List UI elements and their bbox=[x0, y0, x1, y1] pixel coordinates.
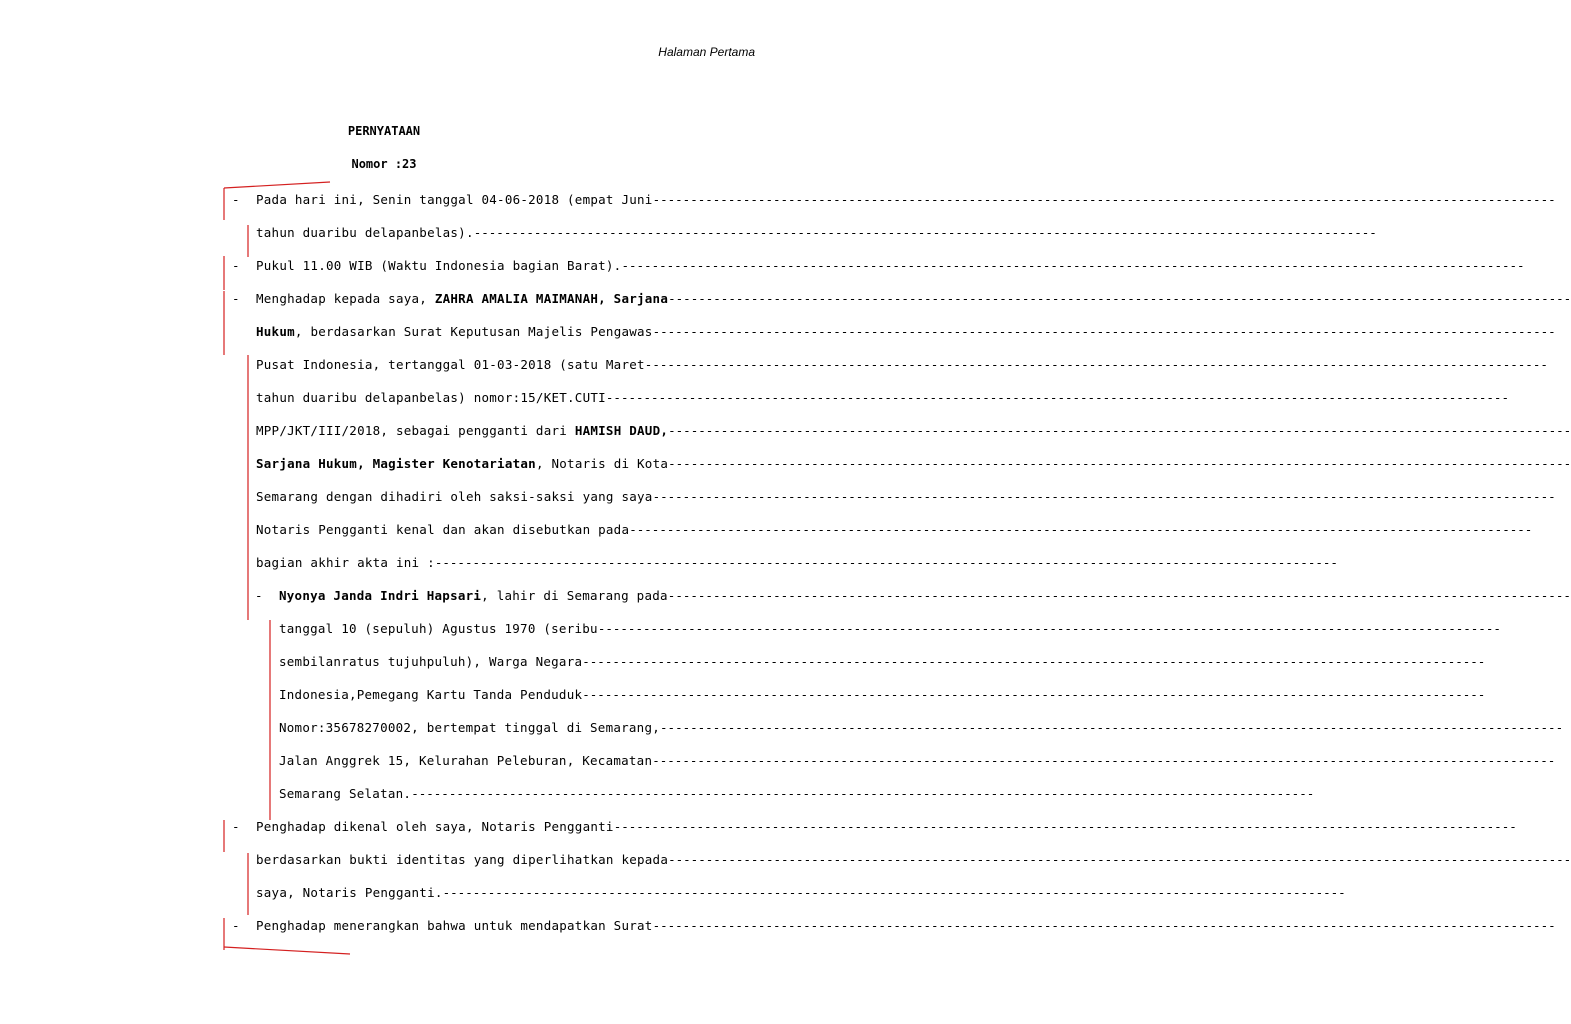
dash-filler: ------------------------------------------------------------------------------------------------------------------------ bbox=[629, 522, 1533, 537]
document-line bbox=[256, 322, 1556, 342]
text-run: Pusat Indonesia, tertanggal 01-03-2018 (satu Maret bbox=[256, 357, 645, 372]
document-line bbox=[256, 850, 1571, 870]
text-run: Penghadap dikenal oleh saya, Notaris Pengganti bbox=[256, 819, 614, 834]
text-run: Jalan Anggrek 15, Kelurahan Peleburan, Kecamatan bbox=[279, 753, 653, 768]
text-run: Semarang Selatan. bbox=[279, 786, 412, 801]
document-line bbox=[256, 916, 1556, 936]
document-line bbox=[256, 421, 1571, 441]
text-run: Nomor:35678270002, bertempat tinggal di Semarang, bbox=[279, 720, 661, 735]
text-run: , lahir di Semarang pada bbox=[481, 588, 668, 603]
dash-filler: ------------------------------------------------------------------------------------------------------------------------ bbox=[652, 192, 1556, 207]
document-line bbox=[256, 223, 1377, 243]
page-header: Halaman Pertama bbox=[658, 45, 755, 59]
text-run: Pada hari ini, Senin tanggal 04-06-2018 (empat Juni bbox=[256, 192, 653, 207]
dash-filler: ------------------------------------------------------------------------------------------------------------------------ bbox=[668, 291, 1571, 306]
text-run: tahun duaribu delapanbelas). bbox=[256, 225, 474, 240]
text-run: tanggal 10 (sepuluh) Agustus 1970 (seribu bbox=[279, 621, 598, 636]
text-run: Notaris Pengganti kenal dan akan disebutkan pada bbox=[256, 522, 630, 537]
dash-filler: ------------------------------------------------------------------------------------------------------------------------ bbox=[667, 588, 1571, 603]
dash-filler: ------------------------------------------------------------------------------------------------------------------------ bbox=[411, 786, 1315, 801]
dash-filler: ------------------------------------------------------------------------------------------------------------------------ bbox=[582, 654, 1486, 669]
bold-text: Hukum bbox=[256, 324, 295, 339]
dash-filler: ------------------------------------------------------------------------------------------------------------------------ bbox=[442, 885, 1346, 900]
document-line bbox=[256, 355, 1548, 375]
dash-filler: ------------------------------------------------------------------------------------------------------------------------ bbox=[668, 456, 1571, 471]
line-text bbox=[279, 751, 652, 771]
dash-filler: ------------------------------------------------------------------------------------------------------------------------ bbox=[652, 753, 1556, 768]
document-line bbox=[256, 388, 1509, 408]
document-line bbox=[279, 751, 1556, 771]
document-line bbox=[256, 289, 1571, 309]
line-text bbox=[256, 355, 645, 375]
document-line bbox=[256, 256, 1525, 276]
document-line bbox=[279, 586, 1571, 606]
annotation-marks bbox=[0, 0, 768, 1024]
line-text bbox=[256, 454, 668, 474]
line-text bbox=[279, 685, 582, 705]
text-run: bagian akhir akta ini : bbox=[256, 555, 435, 570]
document-line bbox=[256, 487, 1556, 507]
dash-filler: ------------------------------------------------------------------------------------------------------------------------ bbox=[668, 852, 1571, 867]
line-text bbox=[279, 652, 582, 672]
bullet-dash: - bbox=[232, 819, 240, 834]
dash-filler: ------------------------------------------------------------------------------------------------------------------------ bbox=[613, 819, 1517, 834]
text-run: berdasarkan bukti identitas yang diperlihatkan kepada bbox=[256, 852, 669, 867]
line-text bbox=[256, 553, 435, 573]
dash-filler: ------------------------------------------------------------------------------------------------------------------------ bbox=[434, 555, 1338, 570]
line-text bbox=[279, 586, 668, 606]
text-run: Indonesia,Pemegang Kartu Tanda Penduduk bbox=[279, 687, 583, 702]
line-text bbox=[256, 190, 653, 210]
dash-filler: ------------------------------------------------------------------------------------------------------------------------ bbox=[473, 225, 1377, 240]
line-text bbox=[256, 289, 668, 309]
text-run: Semarang dengan dihadiri oleh saksi-saksi yang saya bbox=[256, 489, 653, 504]
line-text bbox=[256, 883, 443, 903]
bold-text: HAMISH DAUD, bbox=[574, 423, 669, 438]
text-run: , Notaris di Kota bbox=[535, 456, 669, 471]
dash-filler: ------------------------------------------------------------------------------------------------------------------------ bbox=[652, 324, 1556, 339]
text-run: , berdasarkan Surat Keputusan Majelis Pengawas bbox=[294, 324, 653, 339]
document-line bbox=[256, 883, 1346, 903]
dash-filler: ------------------------------------------------------------------------------------------------------------------------ bbox=[621, 258, 1525, 273]
line-text bbox=[256, 916, 653, 936]
bullet-dash: - bbox=[255, 588, 263, 603]
line-text bbox=[279, 784, 411, 804]
dash-filler: ------------------------------------------------------------------------------------------------------------------------ bbox=[652, 918, 1556, 933]
bullet-dash: - bbox=[232, 192, 240, 207]
line-text bbox=[256, 850, 668, 870]
dash-filler: ------------------------------------------------------------------------------------------------------------------------ bbox=[668, 423, 1571, 438]
bold-text: Sarjana Hukum, Magister Kenotariatan bbox=[256, 456, 536, 471]
document-line bbox=[256, 520, 1533, 540]
line-text bbox=[256, 520, 629, 540]
document-title: PERNYATAAN bbox=[347, 124, 421, 138]
text-run: Pukul 11.00 WIB (Waktu Indonesia bagian Barat). bbox=[256, 258, 622, 273]
annotation-line bbox=[224, 182, 330, 188]
document-line bbox=[256, 553, 1338, 573]
annotation-line bbox=[224, 947, 350, 954]
document-number: Nomor :23 bbox=[351, 157, 417, 171]
dash-filler: ------------------------------------------------------------------------------------------------------------------------ bbox=[652, 489, 1556, 504]
document-line bbox=[256, 454, 1571, 474]
text-run: Menghadap kepada saya, bbox=[256, 291, 435, 306]
dash-filler: ------------------------------------------------------------------------------------------------------------------------ bbox=[597, 621, 1501, 636]
dash-filler: ------------------------------------------------------------------------------------------------------------------------ bbox=[644, 357, 1548, 372]
bullet-dash: - bbox=[232, 258, 240, 273]
line-text bbox=[256, 256, 621, 276]
document-line bbox=[279, 718, 1564, 738]
bullet-dash: - bbox=[232, 291, 240, 306]
document-line bbox=[279, 685, 1486, 705]
text-run: MPP/JKT/III/2018, sebagai pengganti dari bbox=[256, 423, 575, 438]
line-text bbox=[279, 718, 660, 738]
document-line bbox=[279, 619, 1501, 639]
line-text bbox=[256, 487, 653, 507]
line-text bbox=[256, 322, 653, 342]
line-text bbox=[256, 817, 614, 837]
text-run: tahun duaribu delapanbelas) nomor:15/KET.CUTI bbox=[256, 390, 606, 405]
line-text bbox=[256, 421, 668, 441]
document-line bbox=[256, 190, 1556, 210]
document-line bbox=[256, 817, 1517, 837]
bold-text: Nyonya Janda Indri Hapsari bbox=[279, 588, 482, 603]
line-text bbox=[279, 619, 598, 639]
dash-filler: ------------------------------------------------------------------------------------------------------------------------ bbox=[582, 687, 1486, 702]
document-line bbox=[279, 784, 1315, 804]
dash-filler: ------------------------------------------------------------------------------------------------------------------------ bbox=[660, 720, 1564, 735]
document-line bbox=[279, 652, 1486, 672]
bold-text: ZAHRA AMALIA MAIMANAH, Sarjana bbox=[434, 291, 669, 306]
text-run: sembilanratus tujuhpuluh), Warga Negara bbox=[279, 654, 583, 669]
dash-filler: ------------------------------------------------------------------------------------------------------------------------ bbox=[605, 390, 1509, 405]
text-run: Penghadap menerangkan bahwa untuk mendapatkan Surat bbox=[256, 918, 653, 933]
line-text bbox=[256, 223, 474, 243]
bullet-dash: - bbox=[232, 918, 240, 933]
line-text bbox=[256, 388, 606, 408]
text-run: saya, Notaris Pengganti. bbox=[256, 885, 443, 900]
